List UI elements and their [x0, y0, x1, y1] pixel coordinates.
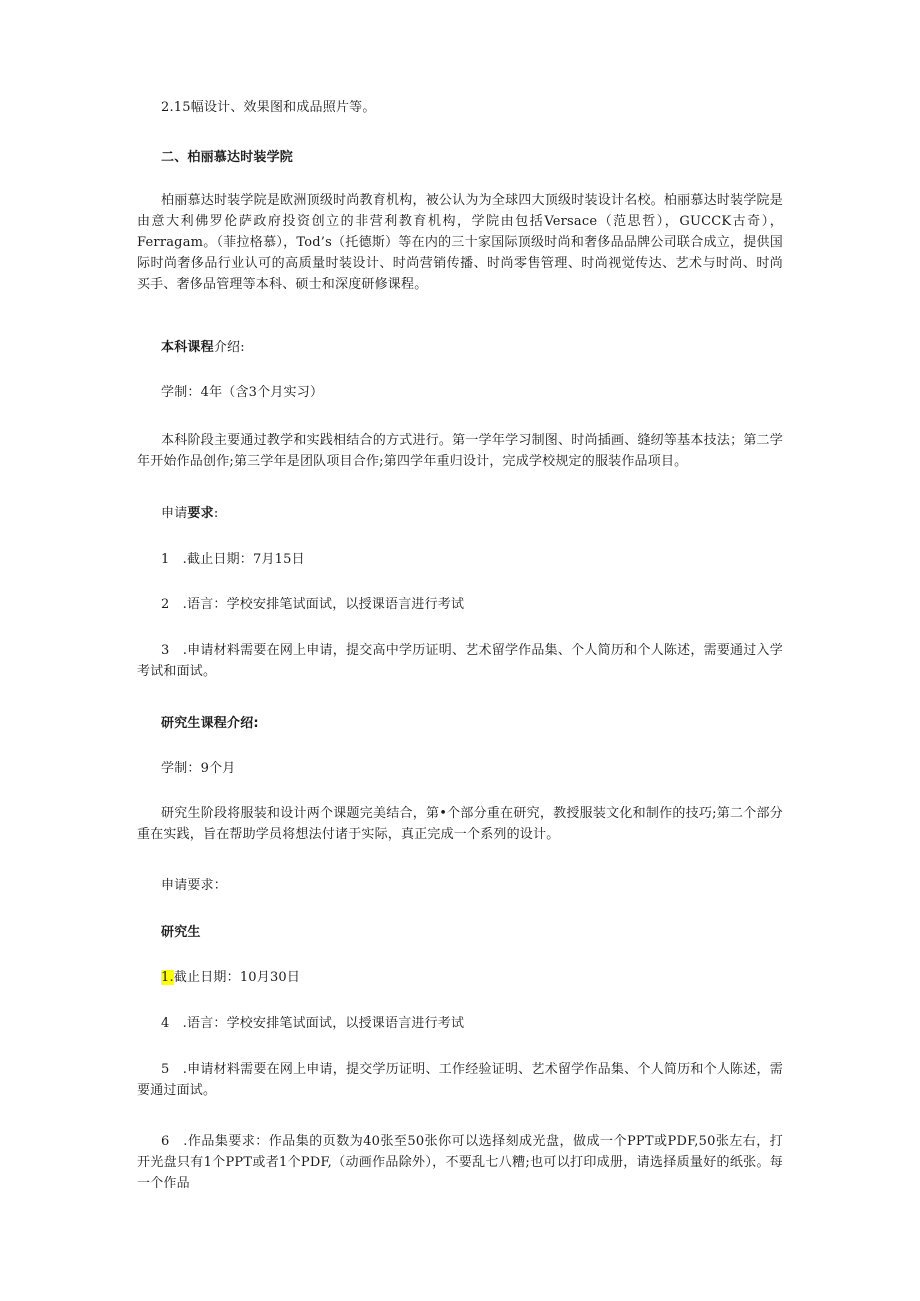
postgrad-description: 研究生阶段将服装和设计两个课题完美结合，第•个部分重在研究，教授服装文化和制作的技巧;第二个部分重在实践，旨在帮助学员将想法付诸于实际，真正完成一个系列的设计。	[137, 806, 783, 842]
undergrad-title-bold: 本科课程	[161, 340, 214, 355]
postgrad-requirements-title: 申请要求：	[161, 878, 228, 893]
undergrad-title-rest: 介绍:	[213, 340, 245, 355]
postgrad-item-portfolio: 6 .作品集要求：作品集的页数为40张至50张你可以选择刻成光盘，做成一个PPT或PDF,50张左右，打开光盘只有1个PPT或者1个PDF,（动画作品除外），不要乱七八糟;也可以打印成册，请选择质量好的纸张。每一个作品	[137, 1134, 783, 1191]
paragraph-portfolio-note: 2.15幅设计、效果图和成品照片等。	[161, 100, 376, 115]
postgrad-item-deadline-text: 截止日期：10月30日	[173, 970, 301, 985]
undergrad-item-language: 2 .语言：学校安排笔试面试，以授课语言进行考试	[161, 597, 465, 612]
undergrad-title	[137, 337, 783, 358]
postgrad-item-deadline	[137, 967, 783, 988]
undergrad-requirements-title	[137, 503, 783, 524]
undergrad-req-suffix: :	[213, 506, 219, 521]
postgrad-item-materials: 5 .申请材料需要在网上申请，提交学历证明、工作经验证明、艺术留学作品集、个人简历和个人陈述，需要通过面试。	[137, 1062, 783, 1098]
postgrad-duration: 学制：9个月	[161, 761, 236, 776]
section-heading: 二、柏丽慕达时装学院	[161, 150, 294, 165]
postgrad-subtitle: 研究生	[161, 925, 201, 940]
postgrad-title: 研究生课程介绍:	[161, 716, 259, 731]
undergrad-req-bold: 要求	[187, 506, 214, 521]
undergrad-description: 本科阶段主要通过教学和实践相结合的方式进行。第一学年学习制图、时尚插画、缝纫等基本技法；第二学年开始作品创作;第三学年是团队项目合作;第四学年重归设计，完成学校规定的服装作品项目。	[137, 433, 783, 469]
undergrad-item-materials: 3 .申请材料需要在网上申请，提交高中学历证明、艺术留学作品集、个人简历和个人陈述，需要通过入学考试和面试。	[137, 643, 783, 679]
highlighted-number: 1.	[161, 970, 174, 985]
postgrad-item-language: 4 .语言：学校安排笔试面试，以授课语言进行考试	[161, 1016, 465, 1031]
undergrad-duration: 学制：4年（含3个月实习）	[161, 385, 324, 400]
undergrad-item-deadline: 1 .截止日期：7月15日	[161, 552, 305, 567]
undergrad-req-prefix: 申请	[161, 506, 188, 521]
paragraph-intro: 柏丽慕达时装学院是欧洲顶级时尚教育机构，被公认为为全球四大顶级时装设计名校。柏丽慕达时装学院是由意大利佛罗伦萨政府投资创立的非营利教育机构，学院由包括Versace（范思哲），GUCCK古奇），Ferragam。（菲拉格慕），Tod’s（托德斯）等在内的三十家国际顶级时尚和奢侈品品牌公司联合成立，提供国际时尚奢侈品行业认可的高质量时装设计、时尚营销传播、时尚零售管理、时尚视觉传达、艺术与时尚、时尚买手、奢侈品管理等本科、硕士和深度研修课程。	[137, 193, 783, 292]
